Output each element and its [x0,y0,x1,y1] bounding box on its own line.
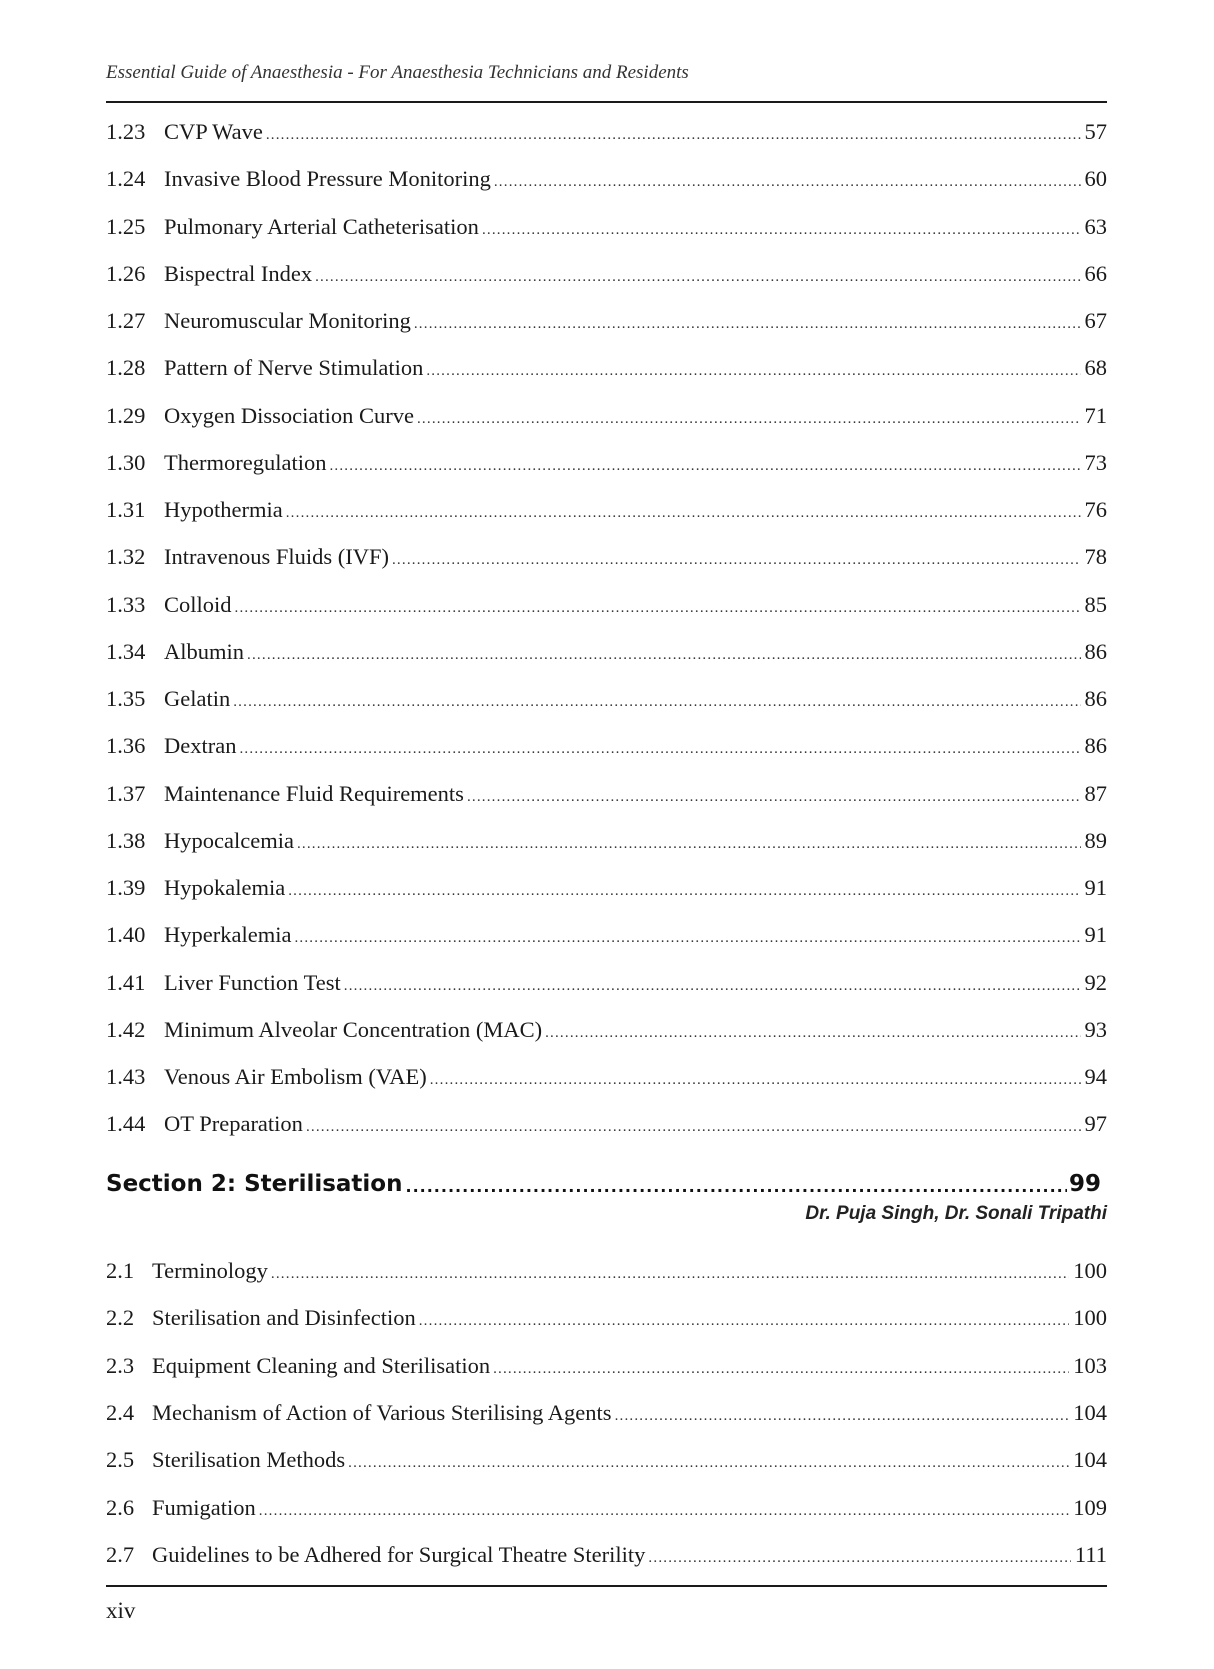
entry-number: 1.41 [106,969,146,995]
entry-title: Hyperkalemia [164,922,292,948]
entry-title: Minimum Alveolar Concentration (MAC) [164,1016,543,1042]
entry-number: 1.26 [106,260,146,286]
entry-title: OT Preparation [164,1111,303,1137]
dot-leader [430,1069,1081,1091]
toc-entry[interactable] [106,1346,1107,1380]
entry-title: Venous Air Embolism (VAE) [164,1064,427,1089]
entry-title: Equipment Cleaning and Sterilisation [152,1352,491,1378]
entry-title: CVP Wave [164,119,263,144]
toc-entry[interactable] [106,348,1107,382]
entry-page-number: 86 [1084,686,1107,711]
toc-entry[interactable] [106,1535,1107,1569]
entry-page-number: 86 [1084,733,1107,759]
entry-title: Hypothermia [164,497,283,522]
entry-page-number: 92 [1084,969,1107,995]
entry-title: Fumigation [152,1494,256,1520]
entry-number: 2.2 [106,1305,135,1331]
entry-page-number: 100 [1073,1258,1107,1283]
entry-page-number: 67 [1084,308,1107,333]
dot-leader [288,880,1080,902]
entry-title: Gelatin [164,686,231,711]
entry-number: 1.39 [106,875,146,900]
toc-entry[interactable] [106,254,1107,288]
entry-page-number: 111 [1074,1541,1107,1567]
toc-entry[interactable] [106,821,1107,855]
toc-entry[interactable] [106,1298,1107,1332]
section-page-number: 99 [1068,1171,1101,1197]
entry-title: Mechanism of Action of Various Sterilising Agents [152,1399,612,1425]
entry-title: Albumin [164,638,245,664]
entry-number: 1.27 [106,308,146,333]
toc-entry[interactable] [106,207,1107,241]
dot-leader [348,1452,1069,1474]
entry-page-number: 60 [1084,166,1107,192]
entry-number: 1.28 [106,355,146,381]
entry-page-number: 71 [1084,402,1107,428]
entry-number: 1.44 [106,1111,146,1137]
toc-entry[interactable] [106,112,1107,146]
entry-title: Dextran [164,733,237,759]
entry-title: Oxygen Dissociation Curve [164,402,414,428]
toc-entry[interactable] [106,301,1107,335]
entry-page-number: 66 [1084,260,1107,286]
dot-leader [417,408,1081,430]
toc-entry[interactable] [106,915,1107,949]
footer-page-number: xiv [106,1598,136,1623]
section-authors: Dr. Puja Singh, Dr. Sonali Tripathi [805,1203,1107,1224]
dot-leader [405,1176,1067,1198]
toc-entry[interactable] [106,490,1107,524]
dot-leader [239,738,1080,760]
toc-entry[interactable] [106,868,1107,902]
entry-title: Hypokalemia [164,875,286,900]
toc-entry[interactable] [106,159,1107,193]
toc-entry[interactable] [106,1440,1107,1474]
toc-entry[interactable] [106,1010,1107,1044]
dot-leader [392,549,1081,571]
dot-leader [494,171,1081,193]
dot-leader [294,927,1080,949]
dot-leader [414,313,1081,335]
entry-number: 1.38 [106,827,146,853]
entry-number: 2.4 [106,1399,135,1425]
toc-entry[interactable] [106,1393,1107,1427]
toc-entry[interactable] [106,585,1107,619]
entry-page-number: 68 [1084,355,1107,381]
entry-number: 1.43 [106,1064,146,1089]
entry-number: 1.40 [106,922,146,948]
dot-leader [315,266,1080,288]
entry-title: Bispectral Index [164,260,313,286]
entry-number: 2.1 [106,1258,135,1283]
entry-title: Colloid [164,591,232,617]
dot-leader [271,1263,1069,1285]
entry-page-number: 63 [1084,213,1107,239]
entry-number: 1.35 [106,686,146,711]
header-rule [106,101,1107,103]
entry-page-number: 100 [1073,1305,1107,1331]
entry-title: Pulmonary Arterial Catheterisation [164,213,479,239]
entry-title: Terminology [152,1258,268,1283]
entry-page-number: 91 [1084,922,1107,948]
entry-page-number: 103 [1073,1352,1107,1378]
entry-number: 1.37 [106,780,146,806]
toc-entry[interactable] [106,774,1107,808]
dot-leader [329,455,1080,477]
dot-leader [419,1310,1070,1332]
entry-title: Neuromuscular Monitoring [164,308,411,333]
dot-leader [259,1500,1069,1522]
toc-entry[interactable] [106,1057,1107,1091]
entry-title: Invasive Blood Pressure Monitoring [164,166,491,192]
entry-title: Thermoregulation [164,449,327,475]
dot-leader [247,644,1080,666]
entry-page-number: 97 [1084,1111,1107,1137]
entry-page-number: 94 [1084,1064,1107,1089]
entry-title: Maintenance Fluid Requirements [164,780,464,806]
toc-entry[interactable] [106,1104,1107,1138]
entry-number: 1.31 [106,497,146,522]
dot-leader [286,502,1081,524]
toc-entry[interactable] [106,679,1107,713]
entry-page-number: 93 [1084,1016,1107,1042]
toc-entry[interactable] [106,632,1107,666]
entry-title: Sterilisation Methods [152,1447,346,1473]
entry-page-number: 78 [1084,544,1107,570]
section-title: Section 2: Sterilisation [106,1171,403,1197]
entry-number: 1.30 [106,449,146,475]
toc-entry[interactable] [106,1488,1107,1522]
dot-leader [306,1116,1081,1138]
entry-title: Liver Function Test [164,969,341,995]
dot-leader [297,833,1081,855]
entry-page-number: 57 [1084,119,1107,144]
entry-number: 1.33 [106,591,146,617]
entry-number: 1.42 [106,1016,146,1042]
section-heading[interactable] [106,1164,1101,1198]
entry-number: 1.23 [106,119,146,144]
dot-leader [266,124,1081,146]
running-header: Essential Guide of Anaesthesia - For Anaesthesia Technicians and Residents [106,62,689,83]
entry-number: 1.29 [106,402,146,428]
entry-page-number: 85 [1084,591,1107,617]
entry-title: Pattern of Nerve Stimulation [164,355,424,381]
toc-entry[interactable] [106,1251,1107,1285]
entry-page-number: 104 [1073,1447,1107,1473]
dot-leader [233,691,1080,713]
dot-leader [235,597,1081,619]
dot-leader [648,1547,1070,1569]
entry-number: 2.7 [106,1541,135,1567]
entry-title: Hypocalcemia [164,827,294,853]
toc-entry[interactable] [106,396,1107,430]
entry-page-number: 109 [1073,1494,1107,1520]
entry-page-number: 104 [1073,1399,1107,1425]
entry-page-number: 89 [1084,827,1107,853]
dot-leader [493,1358,1069,1380]
entry-title: Sterilisation and Disinfection [152,1305,416,1331]
entry-number: 2.5 [106,1447,135,1473]
entry-title: Guidelines to be Adhered for Surgical Theatre Sterility [152,1541,646,1567]
entry-number: 2.6 [106,1494,135,1520]
entry-number: 1.32 [106,544,146,570]
dot-leader [467,786,1081,808]
entry-title: Intravenous Fluids (IVF) [164,544,389,570]
dot-leader [426,360,1080,382]
dot-leader [545,1022,1080,1044]
entry-number: 2.3 [106,1352,135,1378]
dot-leader [615,1405,1070,1427]
dot-leader [344,975,1081,997]
entry-number: 1.34 [106,638,146,664]
toc-entry[interactable] [106,443,1107,477]
toc-entry[interactable] [106,726,1107,760]
entry-number: 1.24 [106,166,146,192]
entry-number: 1.25 [106,213,146,239]
entry-page-number: 76 [1084,497,1107,522]
entry-number: 1.36 [106,733,146,759]
entry-page-number: 73 [1084,449,1107,475]
toc-entry[interactable] [106,537,1107,571]
entry-page-number: 91 [1084,875,1107,900]
dot-leader [482,219,1081,241]
entry-page-number: 87 [1084,780,1107,806]
footer-rule [106,1585,1107,1587]
entry-page-number: 86 [1084,638,1107,664]
toc-entry[interactable] [106,963,1107,997]
